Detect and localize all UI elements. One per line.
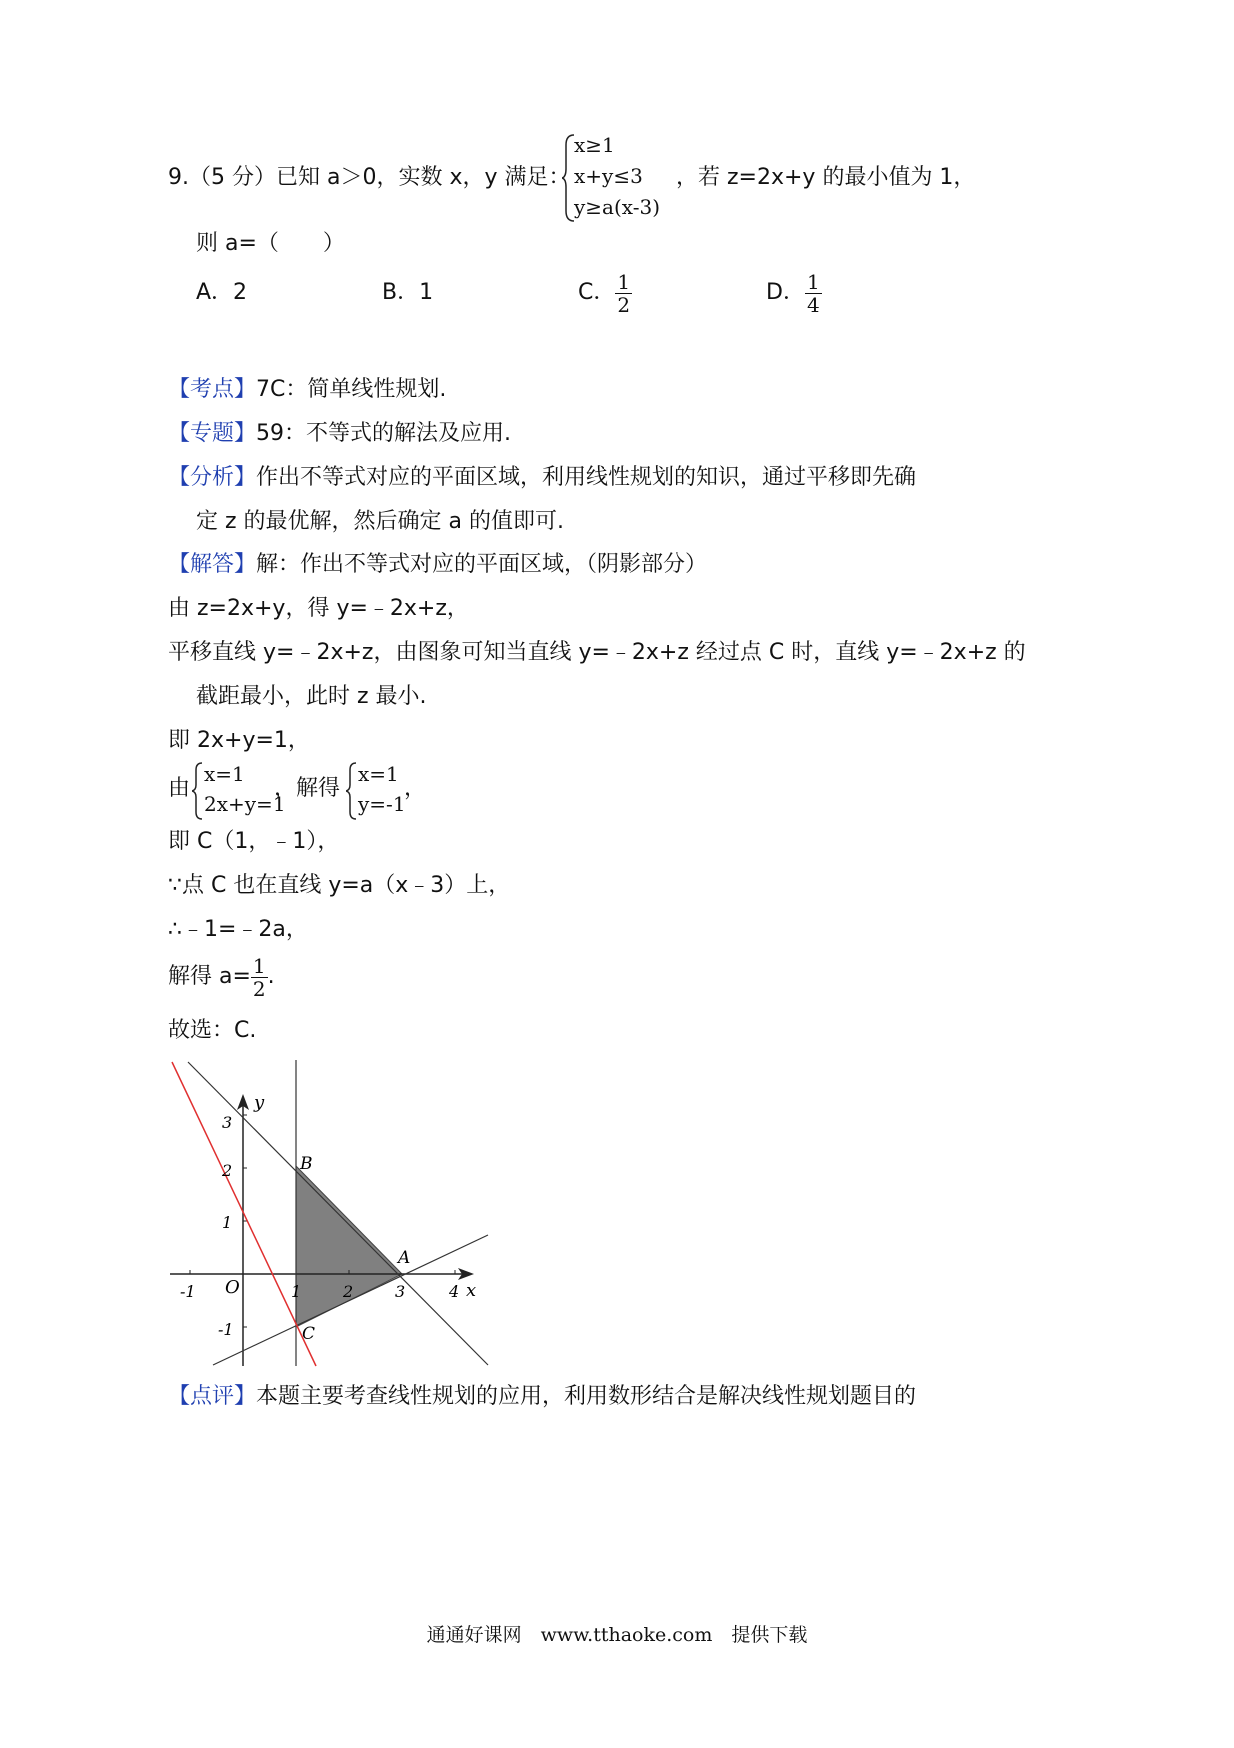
- y-tick-label: -1: [218, 1320, 234, 1339]
- solution-line-9: ∴﹣1=﹣2a，: [168, 917, 308, 942]
- question-stem: [168, 163, 570, 193]
- x-tick-label: -1: [180, 1282, 196, 1301]
- option-d: [766, 268, 822, 318]
- point-a-label: A: [398, 1248, 411, 1268]
- system2-eq2: y=-1: [358, 792, 406, 816]
- line10-fraction: $\frac{1}{2}$: [252, 953, 266, 1001]
- sys-prefix: 由: [168, 776, 191, 801]
- option-d-label: D．: [766, 280, 805, 305]
- origin-label: O: [225, 1277, 240, 1298]
- question-stem-line2: 则 a=（ ）: [196, 231, 345, 256]
- constraint-system: [562, 133, 692, 225]
- system1-eq1: x=1: [204, 762, 245, 786]
- question-stem-before: 9.（5 分）已知 a＞0，实数 x，y 满足：: [168, 165, 571, 190]
- left-brace-icon: [346, 761, 358, 821]
- point-b-label: B: [300, 1154, 313, 1174]
- y-tick-label: 3: [222, 1113, 233, 1132]
- dianping-text: 本题主要考查线性规划的应用，利用数形结合是解决线性规划题目的: [256, 1384, 917, 1409]
- sys-mid: ，解得: [274, 776, 341, 801]
- system2-eq1: x=1: [358, 762, 399, 786]
- fenxi-line2: 定 z 的最优解，然后确定 a 的值即可.: [196, 509, 564, 534]
- zhuanti-line: [168, 419, 511, 449]
- solution-line-4: 截距最小，此时 z 最小.: [196, 684, 427, 709]
- line10-suffix: .: [267, 964, 275, 989]
- kaodian-tag: 【考点】: [168, 377, 257, 402]
- solution-line-7: 即 C（1，﹣1），: [168, 829, 340, 854]
- dianping-tag: 【点评】: [168, 1384, 257, 1409]
- option-d-fraction: $\frac{1}{4}$: [806, 269, 820, 317]
- solution-line-8: ∵点 C 也在直线 y=a（x﹣3）上，: [168, 873, 511, 898]
- y-axis-label: y: [254, 1092, 265, 1113]
- sys-suffix: ，: [404, 776, 427, 801]
- fenxi-tag: 【分析】: [168, 465, 257, 490]
- question-stem-after: ，若 z=2x+y 的最小值为 1，: [676, 165, 976, 190]
- point-c-label: C: [302, 1324, 316, 1344]
- solution-line-5: 即 2x+y=1，: [168, 728, 310, 753]
- jieda-line: [168, 550, 707, 580]
- kaodian-text: 7C：简单线性规划.: [256, 377, 447, 402]
- x-axis-label: x: [466, 1280, 477, 1301]
- option-c-fraction: $\frac{1}{2}$: [617, 269, 631, 317]
- left-brace-icon: [192, 761, 204, 821]
- constraint-1: x≥1: [574, 133, 615, 157]
- x-tick-label: 1: [291, 1282, 302, 1301]
- page-footer: 通通好课网 www.tthaoke.com 提供下载: [426, 1624, 808, 1646]
- y-tick-label: 1: [222, 1213, 233, 1232]
- solution-line-3: 平移直线 y=﹣2x+z，由图象可知当直线 y=﹣2x+z 经过点 C 时，直线 y=﹣2x+z 的: [168, 640, 1026, 665]
- fenxi-text: 作出不等式对应的平面区域，利用线性规划的知识，通过平移即先确: [256, 465, 917, 490]
- constraint-3: y≥a(x-3): [574, 195, 660, 219]
- system1-eq2: 2x+y=1: [204, 792, 286, 816]
- equation-systems-line: [168, 760, 468, 822]
- solution-line-11: 故选：C.: [168, 1018, 257, 1043]
- dianping-line: [168, 1382, 916, 1412]
- x-tick-label: 3: [395, 1282, 406, 1301]
- zhuanti-tag: 【专题】: [168, 421, 257, 446]
- option-b: B．1: [382, 280, 434, 305]
- feasible-region: [296, 1166, 402, 1327]
- jieda-text: 解：作出不等式对应的平面区域，（阴影部分）: [256, 552, 708, 577]
- x-tick-label: 4: [449, 1282, 460, 1301]
- option-c: [578, 268, 632, 318]
- y-tick-label: 2: [222, 1161, 233, 1180]
- constraint-2: x+y≤3: [574, 164, 643, 188]
- jieda-tag: 【解答】: [168, 552, 257, 577]
- kaodian-line: [168, 375, 446, 405]
- option-a: A．2: [196, 280, 248, 305]
- x-tick-label: 2: [343, 1282, 354, 1301]
- linear-programming-figure: [168, 1060, 498, 1370]
- zhuanti-text: 59：不等式的解法及应用.: [256, 421, 512, 446]
- solution-line-2: 由 z=2x+y，得 y=﹣2x+z，: [168, 596, 469, 621]
- option-c-label: C．: [578, 280, 616, 305]
- solution-line-10: [168, 952, 275, 1002]
- fenxi-line: [168, 463, 916, 493]
- line10-prefix: 解得 a=: [168, 964, 251, 989]
- red-line-2x-plus-y-eq-1: [172, 1062, 316, 1366]
